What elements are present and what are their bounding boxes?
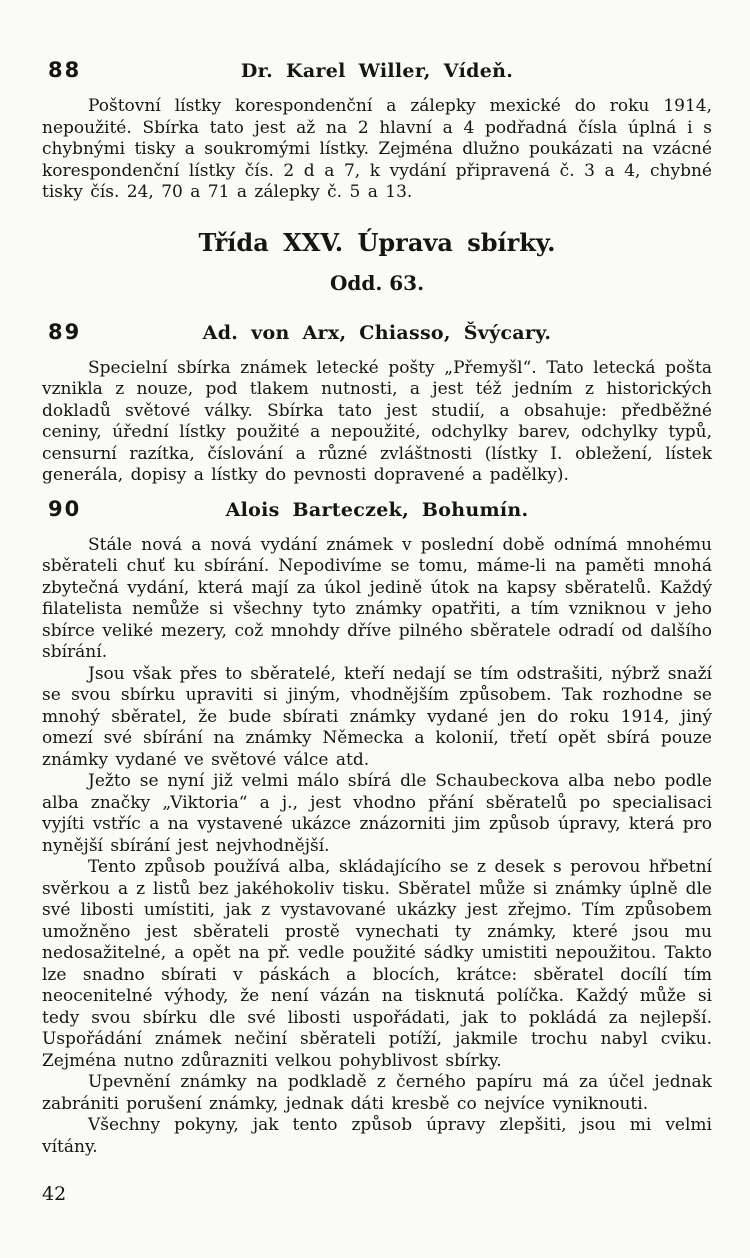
entry-number: 89 <box>48 319 82 344</box>
entry-number: 88 <box>48 58 82 82</box>
entry-88 <box>42 58 712 204</box>
paragraph: Stále nová a nová vydání známek v poslední době odnímá mnohému sběrateli chuť ku sbírání. Nepodivíme se tomu, máme-li na paměti mnohá zbytečná vydání, která mají za úkol jedině útok na kapsy sběratelů. Každý filatelista nemůže si všechny tyto známky opatřiti, a tím vzniknou v jeho sbírce veliké mezery, což mnohdy dříve pilného sběratele odradí od dalšího sbírání. <box>42 534 712 662</box>
entry-88-header <box>42 58 712 84</box>
paragraph: Specielní sbírka známek letecké pošty „Přemyšl“. Tato letecká pošta vznikla z nouze, pod tlakem nutnosti, a jest též jedním z historických dokladů světové války. Sbírka tato jest studií, a obsahuje: předběžné ceniny, úřední lístky použité a nepoužité, odchylky barev, odchylky typů, censurní razítka, číslování a různé zvláštnosti (lístky I. obležení, lístek generála, dopisy a lístky do pevnosti dopravené a padělky). <box>42 357 712 485</box>
paragraph: Jsou však přes to sběratelé, kteří nedají se tím odstrašiti, nýbrž snaží se svou sbírku upraviti si jiným, vhodnějším způsobem. Tak rozhodne se mnohý sběratel, že bude sbírati známky vydané jen do roku 1914, jiný omezí své sbírání na známky Německa a kolonií, třetí opět sbírá pouze známky vydané ve světové válce atd. <box>42 663 712 770</box>
entry-89 <box>42 320 712 487</box>
entry-title: Alois Barteczek, Bohumín. <box>225 498 529 521</box>
entry-89-header <box>42 320 712 346</box>
entry-title: Ad. von Arx, Chiasso, Švýcary. <box>202 321 552 344</box>
paragraph: Všechny pokyny, jak tento způsob úpravy zlepšiti, jsou mi velmi vítány. <box>42 1115 712 1157</box>
paragraph: Upevnění známky na podkladě z černého papíru má za účel jednak zabrániti porušení známky, jednak dáti kresbě co nejvíce vyniknouti. <box>42 1072 712 1114</box>
paragraph: Tento způsob používá alba, skládajícího se z desek s perovou hřbetní svěrkou a z listů bez jakéhokoliv tisku. Sběratel může si známky úplně dle své libosti umístiti, jak z vystavované ukázky jest zřejmo. Tím způsobem umožněno jest sběrateli prostě vynechati ty známky, které jsou mu nedosažitelné, a opět na př. vedle použité sádky umistiti nepoužitou. Takto lze snadno sbírati v páskách a blocích, krátce: sběratel docílí tím neocenitelné výhody, že není vázán na tisknutá políčka. Každý může si tedy svou sbírku dle své libosti uspořádati, jak to pokládá za nejlepší. Uspořádání známek nečiní sběrateli potíží, jakmile trochu nabyl cviku. Zejména nutno zdůrazniti velkou pohyblivost sbírky. <box>42 857 712 1071</box>
section-heading: Odd. 63. <box>329 270 425 295</box>
page-number: 42 <box>42 1183 67 1205</box>
entry-90 <box>42 497 712 1159</box>
class-heading: Třída XXV. Úprava sbírky. <box>198 227 556 257</box>
entry-number: 90 <box>48 496 82 521</box>
entry-title: Dr. Karel Willer, Vídeň. <box>240 60 514 82</box>
paragraph: Ježto se nyní již velmi málo sbírá dle Schaubeckova alba nebo podle alba značky „Viktoria“ a j., jest vhodno přání sběratelů po specialisaci vyjíti vstříc a na vystavené ukázce znázorniti jim způsob úpravy, která pro nynější sbírání jest nejvhodnější. <box>42 771 712 856</box>
entry-90-header <box>42 497 712 523</box>
paragraph: Poštovní lístky korespondenční a zálepky mexické do roku 1914, nepoužité. Sbírka tato jest až na 2 hlavní a 4 podřadná čísla úplná i s chybnými tisky a soukromými lístky. Zejména dlužno poukázati na vzácné korespondenční lístky čís. 2 d a 7, k vydání připravená č. 3 a 4, chybné tisky čís. 24, 70 a 71 a zálepky č. 5 a 13. <box>42 96 712 202</box>
